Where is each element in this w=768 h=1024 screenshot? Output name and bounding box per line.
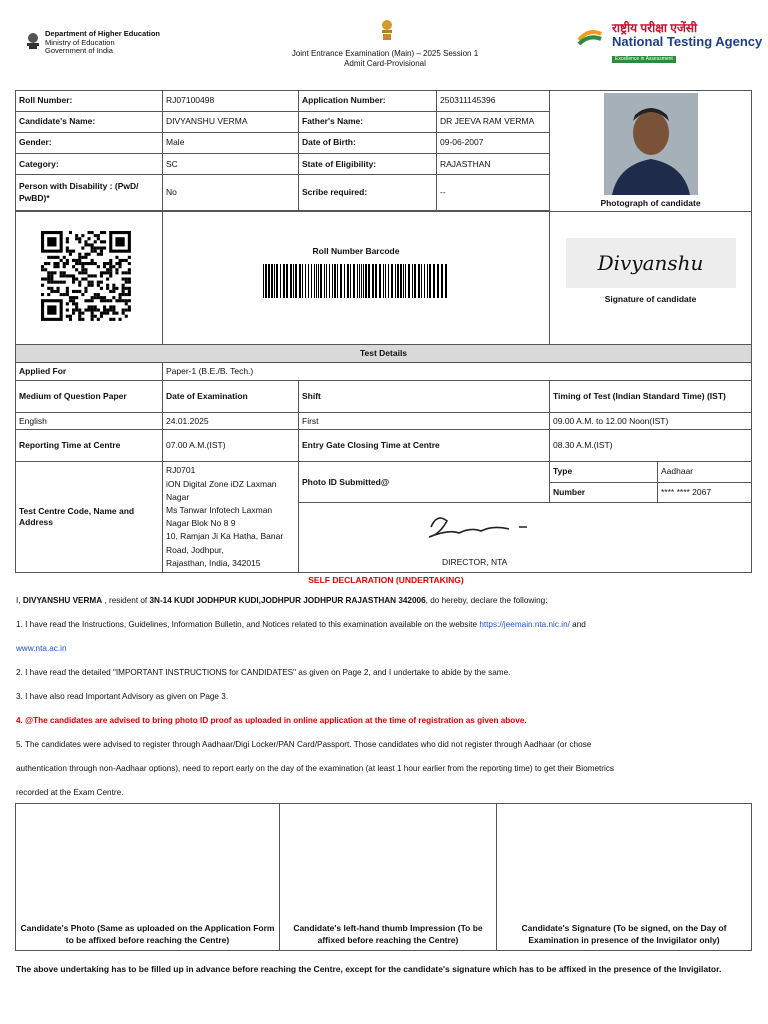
gender-label: Gender: [16, 133, 163, 154]
shift-label: Shift [299, 381, 550, 413]
gate-closing-label: Entry Gate Closing Time at Centre [299, 430, 550, 462]
centre-line-2: Ms Tanwar Infotech Laxman Nagar Blok No 8 9 [166, 504, 273, 529]
declarant-name: DIVYANSHU VERMA [22, 596, 103, 605]
test-details-header: Test Details [16, 345, 752, 363]
exam-title: Joint Entrance Examination (Main) – 2025 Session 1 [291, 49, 479, 58]
centre-address-cell [163, 462, 299, 572]
id-number-label: Number [550, 482, 658, 502]
reporting-time-label: Reporting Time at Centre [16, 430, 163, 462]
candidate-photo [604, 93, 698, 195]
government-name: Government of India [45, 46, 113, 56]
timing-label: Timing of Test (Indian Standard Time) (IST) [550, 381, 752, 413]
centre-line-1: iON Digital Zone iDZ Laxman Nagar [166, 478, 277, 502]
nta-hindi-name: राष्ट्रीय परीक्षा एजेंसी [612, 21, 698, 35]
applied-for-value: Paper-1 (B.E./B. Tech.) [163, 363, 752, 381]
gender-value: Male [163, 133, 299, 154]
barcode-cell [163, 212, 550, 345]
declaration-point-4: 4. @The candidates are advised to bring photo ID proof as uploaded in online application at the time of registration as given above. [16, 716, 527, 725]
candidate-name-label: Candidate's Name: [16, 112, 163, 133]
gate-closing-value: 08.30 A.M.(IST) [550, 430, 752, 462]
father-name-label: Father's Name: [299, 112, 437, 133]
pwd-label: Person with Disability : (PwD/ PwBD)* [16, 175, 163, 211]
ministry-block [45, 30, 160, 56]
id-type-label: Type [550, 462, 658, 482]
affix-boxes-table [15, 803, 752, 951]
exam-date-value: 24.01.2025 [163, 413, 299, 430]
emblem-icon [24, 30, 42, 55]
application-number-value: 250311145396 [437, 91, 550, 112]
jeemain-link[interactable]: https://jeemain.nta.nic.in/ [479, 620, 570, 629]
declaration-title: SELF DECLARATION (UNDERTAKING) [308, 575, 464, 585]
scribe-value: -- [437, 175, 550, 211]
centre-code: RJ0701 [166, 465, 196, 476]
candidate-name-value: DIVYANSHU VERMA [163, 112, 299, 133]
signature-caption: Signature of candidate [604, 294, 697, 305]
qr-cell [16, 212, 163, 345]
candidate-signature: Divyanshu [566, 238, 736, 288]
medium-value: English [16, 413, 163, 430]
qr-code-icon [41, 231, 137, 323]
declaration-point-3: 3. I have also read Important Advisory as given on Page 3. [16, 692, 229, 701]
shift-value: First [299, 413, 550, 430]
director-cell [299, 503, 752, 573]
application-number-label: Application Number: [299, 91, 437, 112]
thumb-impression-box: Candidate's left-hand thumb Impression (To be affixed before reaching the Centre) [280, 804, 497, 951]
dob-value: 09-06-2007 [437, 133, 550, 154]
barcode-label: Roll Number Barcode [312, 246, 400, 257]
category-label: Category: [16, 154, 163, 175]
nta-branding [612, 22, 762, 65]
nta-tagline: Excellence in Assessment [612, 56, 676, 63]
photo-affix-box: Candidate's Photo (Same as uploaded on the Application Form to be affixed before reaching the Centre) [16, 804, 280, 951]
title-block [230, 49, 540, 69]
nta-link[interactable]: www.nta.ac.in [16, 644, 67, 653]
centre-line-3: 10, Ramjan Ji Ka Hatha, Banar Road, Jodhpur, [166, 531, 284, 555]
department-name: Department of Higher Education [45, 29, 161, 38]
applied-for-label: Applied For [16, 363, 163, 381]
timing-value: 09.00 A.M. to 12.00 Noon(IST) [550, 413, 752, 430]
state-value: RAJASTHAN [437, 154, 550, 175]
centre-label: Test Centre Code, Name and Address [16, 462, 163, 572]
declaration-section [16, 575, 756, 800]
exam-date-label: Date of Examination [163, 381, 299, 413]
father-name-value: DR JEEVA RAM VERMA [437, 112, 550, 133]
nta-logo-icon [577, 26, 603, 53]
dob-label: Date of Birth: [299, 133, 437, 154]
footer-note: The above undertaking has to be filled up in advance before reaching the Centre, except for the candidate's signature which has to be affixed in the presence of the Invigilator. [16, 964, 722, 974]
admit-card-table [15, 90, 752, 573]
barcode-icon [263, 264, 449, 298]
centre-line-4: Rajasthan, India, 342015 [166, 557, 261, 568]
id-type-value: Aadhaar [658, 462, 752, 482]
category-value: SC [163, 154, 299, 175]
photo-caption: Photograph of candidate [600, 198, 701, 208]
declaration-point-1: 1. I have read the Instructions, Guidelines, Information Bulletin, and Notices related to this examination available on the website https://jeemain.nta.nic.in/ and [16, 620, 586, 629]
card-title: Admit Card-Provisional [344, 59, 426, 68]
reporting-time-value: 07.00 A.M.(IST) [163, 430, 299, 462]
director-label: DIRECTOR, NTA [442, 557, 508, 568]
declarant-address: 3N-14 KUDI JODHPUR KUDI,JODHPUR JODHPUR RAJASTHAN 342006 [149, 596, 426, 605]
signature-cell [550, 212, 752, 345]
director-signature-icon [419, 507, 549, 547]
medium-label: Medium of Question Paper [16, 381, 163, 413]
state-label: State of Eligibility: [299, 154, 437, 175]
photo-id-label: Photo ID Submitted@ [299, 462, 550, 503]
national-emblem-icon [378, 18, 396, 47]
declaration-intro: I, DIVYANSHU VERMA , resident of 3N-14 KUDI JODHPUR KUDI,JODHPUR JODHPUR RAJASTHAN 342006, do hereby, declare the following: [16, 596, 548, 605]
declaration-point-2: 2. I have read the detailed "IMPORTANT INSTRUCTIONS for CANDIDATES" as given on Page 2, and I undertake to abide by the same. [16, 668, 511, 677]
roll-number-value: RJ07100498 [163, 91, 299, 112]
nta-english-name: National Testing Agency [612, 33, 763, 49]
roll-number-label: Roll Number: [16, 91, 163, 112]
declaration-point-5c: recorded at the Exam Centre. [16, 788, 124, 797]
photo-cell [550, 91, 752, 212]
candidate-signature-box: Candidate's Signature (To be signed, on the Day of Examination in presence of the Invigilator only) [497, 804, 752, 951]
scribe-label: Scribe required: [299, 175, 437, 211]
pwd-value: No [163, 175, 299, 211]
declaration-point-5a: 5. The candidates were advised to register through Aadhaar/Digi Locker/PAN Card/Passport. Those candidates who did not register through Aadhaar (or chose [16, 740, 592, 749]
declaration-point-5b: authentication through non-Aadhaar options), need to report early on the day of the examination (at least 1 hour earlier from the reporting time) to get their Biometrics [16, 764, 615, 773]
id-number-value: **** **** 2067 [658, 482, 752, 502]
ministry-name: Ministry of Education [45, 37, 115, 47]
